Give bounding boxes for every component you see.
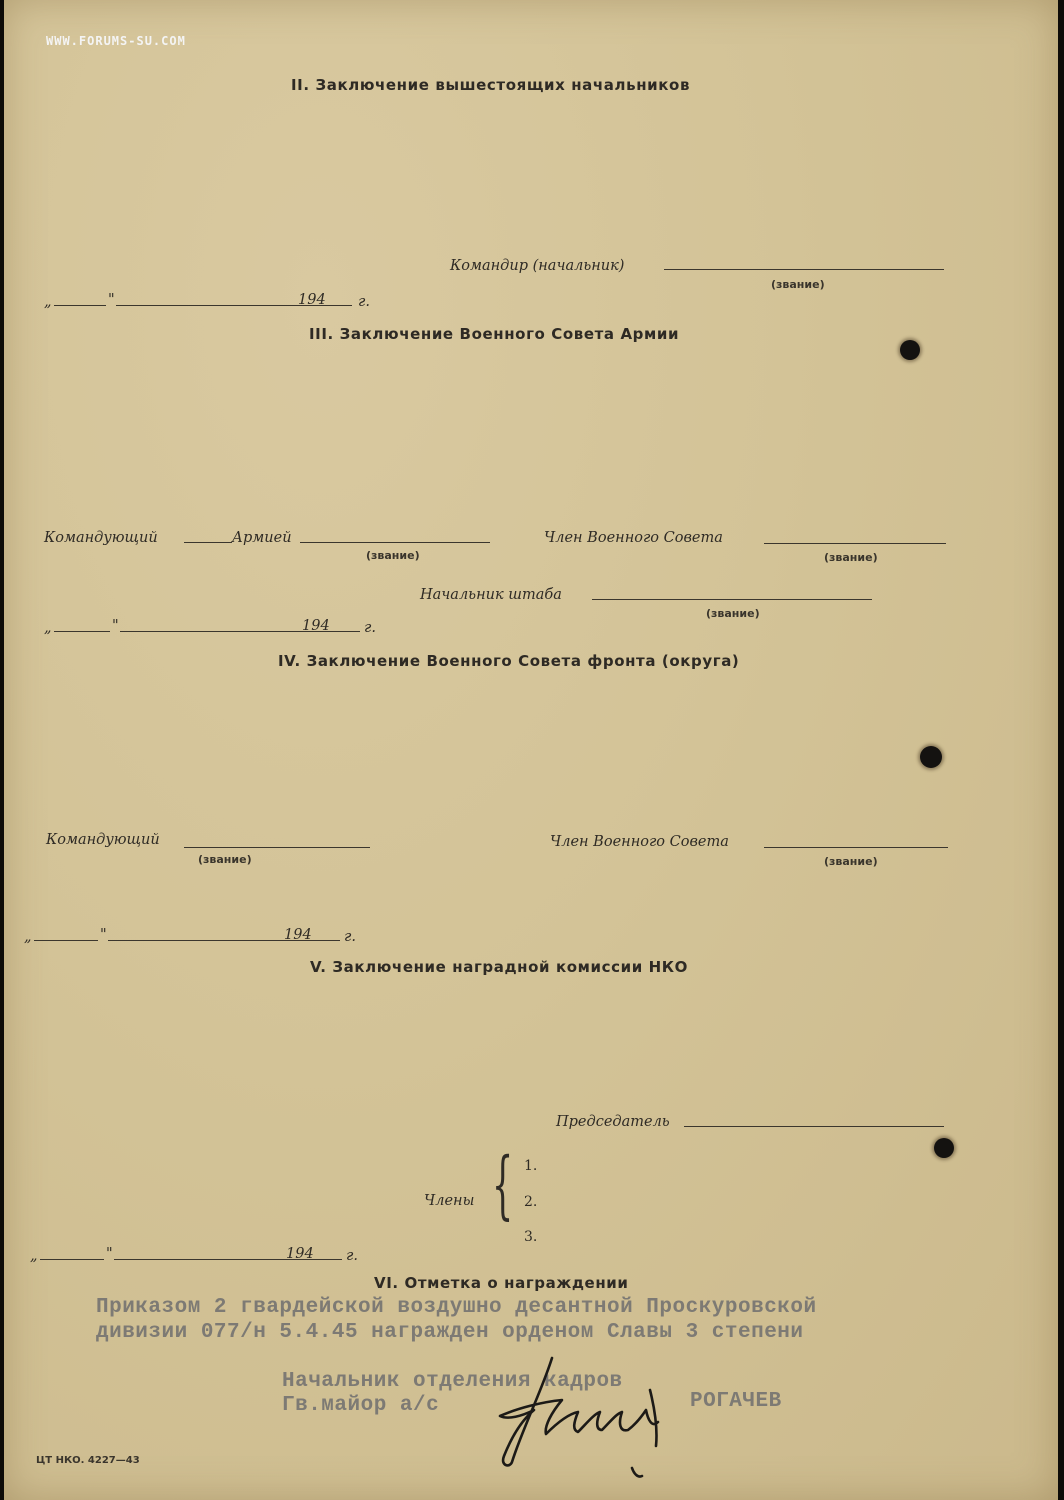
member-number: 3. xyxy=(524,1229,538,1245)
army-label: Армией xyxy=(232,530,292,546)
punch-hole xyxy=(900,340,920,360)
commander-label: Командир (начальник) xyxy=(450,258,625,274)
section-4-heading: IV. Заключение Военного Совета фронта (округа) xyxy=(278,652,740,670)
members-label: Члены xyxy=(424,1193,475,1209)
section-6-heading: VI. Отметка о награждении xyxy=(374,1274,629,1292)
handwritten-signature xyxy=(482,1350,702,1480)
rank-caption: (звание) xyxy=(366,549,420,562)
date-field: „ " 194 г. xyxy=(24,927,356,945)
army-commander-line xyxy=(184,542,232,543)
personnel-chief-rank: Гв.майор а/с xyxy=(282,1394,440,1417)
date-field: „ " 194 г. xyxy=(30,1246,358,1264)
section-5-heading: V. Заключение наградной комиссии НКО xyxy=(310,958,689,976)
date-field: „ " 194 г. xyxy=(44,292,370,310)
front-council-member-label: Член Военного Совета xyxy=(550,834,729,850)
award-order-line-2: дивизии 077/н 5.4.45 награжден орденом Славы 3 степени xyxy=(96,1321,804,1344)
date-field: „ " 194 г. xyxy=(44,618,376,636)
watermark: WWW.FORUMS-SU.COM xyxy=(46,34,186,48)
rank-caption: (звание) xyxy=(706,607,760,620)
members-brace: { xyxy=(492,1142,514,1228)
member-number: 2. xyxy=(524,1194,538,1210)
punch-hole xyxy=(920,746,942,768)
chief-of-staff-line xyxy=(592,599,872,600)
rank-caption: (звание) xyxy=(198,853,252,866)
army-rank-line xyxy=(300,542,490,543)
commander-signature-line xyxy=(664,269,944,270)
rank-caption: (звание) xyxy=(771,278,825,291)
personnel-chief-name: РОГАЧЕВ xyxy=(690,1390,782,1413)
front-council-member-line xyxy=(764,847,948,848)
front-commander-label: Командующий xyxy=(46,832,160,848)
member-number: 1. xyxy=(524,1158,538,1174)
council-member-line xyxy=(764,543,946,544)
front-commander-line xyxy=(184,847,370,848)
army-commander-label: Командующий xyxy=(44,530,158,546)
council-member-label: Член Военного Совета xyxy=(544,530,723,546)
punch-hole xyxy=(934,1138,954,1158)
print-code: ЦТ НКО. 4227—43 xyxy=(36,1455,140,1466)
rank-caption: (звание) xyxy=(824,855,878,868)
section-2-heading: II. Заключение вышестоящих начальников xyxy=(291,76,691,94)
chief-of-staff-label: Начальник штаба xyxy=(420,587,562,603)
section-3-heading: III. Заключение Военного Совета Армии xyxy=(309,325,680,343)
chairman-line xyxy=(684,1126,944,1127)
chairman-label: Председатель xyxy=(556,1114,670,1130)
personnel-chief-title: Начальник отделения кадров xyxy=(282,1370,623,1393)
document-page xyxy=(4,0,1058,1500)
award-order-line-1: Приказом 2 гвардейской воздушно десантной Проскуровской xyxy=(96,1296,817,1319)
rank-caption: (звание) xyxy=(824,551,878,564)
